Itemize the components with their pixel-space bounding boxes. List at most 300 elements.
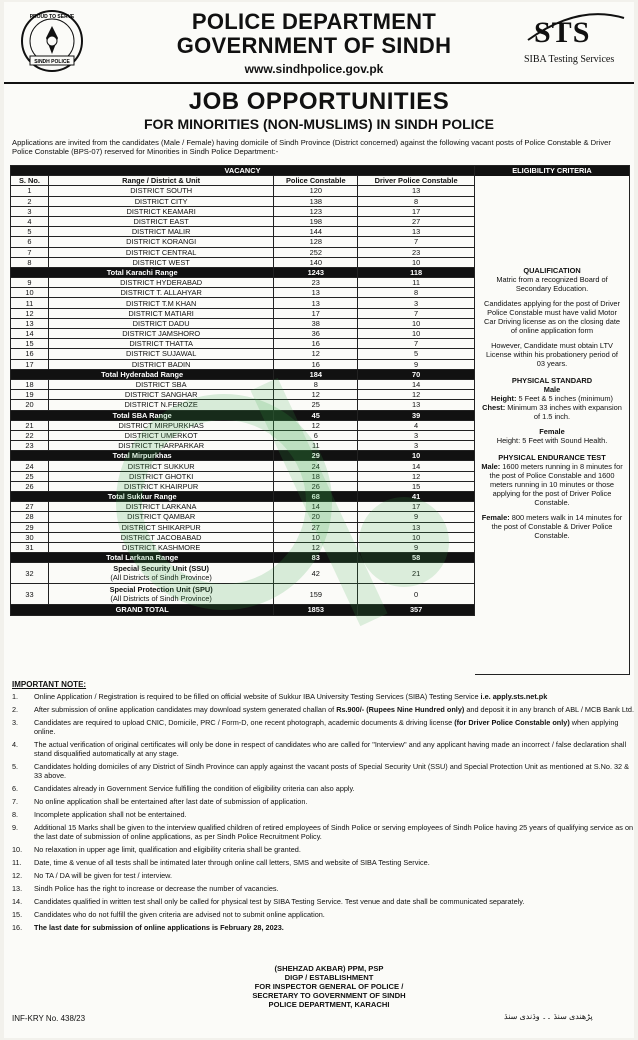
driver-constable-count: 3 xyxy=(358,298,475,308)
chest-text: Minimum 33 inches with expansion of 1.5 inch. xyxy=(507,403,622,422)
serial-number: 11 xyxy=(11,298,49,308)
column-header: Police Constable xyxy=(274,176,358,186)
police-constable-count: 159 xyxy=(274,584,358,605)
logo-bottom-text: SINDH POLICE xyxy=(34,59,70,65)
male-endurance-label: Male: xyxy=(481,462,501,472)
serial-number: 27 xyxy=(11,502,49,512)
police-constable-count: 252 xyxy=(274,247,358,257)
note-number: 4. xyxy=(12,740,19,749)
note-item xyxy=(12,823,634,841)
serial-number: 32 xyxy=(11,563,49,584)
table-row xyxy=(11,349,475,359)
note-text: Candidates already in Government Service fulfilling the condition of eligibility criteria can also apply. xyxy=(34,784,355,793)
driver-constable-count: 15 xyxy=(358,481,475,491)
police-constable-count: 16 xyxy=(274,339,358,349)
signatory-name: (SHEHZAD AKBAR) PPM, PSP xyxy=(274,964,384,973)
police-constable-total: 45 xyxy=(274,410,358,420)
table-row xyxy=(11,237,475,247)
note-text: No relaxation in upper age limit, qualification and eligibility criteria shall be granted. xyxy=(34,845,301,854)
serial-number: 31 xyxy=(11,542,49,552)
police-constable-count: 18 xyxy=(274,471,358,481)
note-number: 8. xyxy=(12,810,19,819)
note-number: 2. xyxy=(12,705,19,714)
driver-constable-total: 58 xyxy=(358,553,475,563)
district-name: DISTRICT HYDERABAD xyxy=(48,278,273,288)
driver-constable-count: 8 xyxy=(358,196,475,206)
police-constable-total: 184 xyxy=(274,369,358,379)
table-row xyxy=(11,359,475,369)
vacancy-table-body xyxy=(11,186,475,615)
table-row xyxy=(11,512,475,522)
driver-constable-count: 17 xyxy=(358,502,475,512)
district-name: DISTRICT JACOBABAD xyxy=(48,532,273,542)
table-row xyxy=(11,563,475,584)
notes-list xyxy=(12,692,634,936)
police-constable-count: 8 xyxy=(274,379,358,389)
table-row xyxy=(11,329,475,339)
unit-name: Special Security Unit (SSU) xyxy=(113,564,209,574)
driver-constable-total: 10 xyxy=(358,451,475,461)
note-text: Candidates holding domiciles of any District of Sindh Province can apply against the vacant posts of Special Security Unit (SSU) and Special Protection Unit as mentioned at S.No. 32 & 33 above. xyxy=(34,762,630,780)
serial-number: 10 xyxy=(11,288,49,298)
table-row xyxy=(11,318,475,328)
driver-constable-count: 23 xyxy=(358,247,475,257)
driver-license-text: Candidates applying for the post of Driver Police Constable must have valid Motor Car Driving license as on the closing date of online application form xyxy=(484,299,620,336)
district-name: DISTRICT QAMBAR xyxy=(48,512,273,522)
district-name: DISTRICT T.M KHAN xyxy=(48,298,273,308)
police-constable-total: 68 xyxy=(274,492,358,502)
note-item xyxy=(12,884,634,893)
serial-number: 8 xyxy=(11,257,49,267)
note-text: Additional 15 Marks shall be given to the interview qualified children of retired employees of Sindh Police or serving employees of Sindh Police having 25 years of qualifying service as on the last date of submission of online applications, as per Sindh Police Recruitment Policy. xyxy=(34,823,634,841)
police-constable-count: 10 xyxy=(274,532,358,542)
district-name: DISTRICT T. ALLAHYAR xyxy=(48,288,273,298)
table-row xyxy=(11,461,475,471)
police-constable-total: 83 xyxy=(274,553,358,563)
range-total-row xyxy=(11,605,475,615)
district-name: DISTRICT EAST xyxy=(48,216,273,226)
physical-standard-title: PHYSICAL STANDARD xyxy=(511,376,593,386)
note-text: No online application shall be entertained after last date of submission of application. xyxy=(34,797,308,806)
page-subtitle: FOR MINORITIES (NON-MUSLIMS) IN SINDH POLICE xyxy=(144,116,494,132)
range-total-row xyxy=(11,553,475,563)
table-row xyxy=(11,227,475,237)
district-name: DISTRICT WEST xyxy=(48,257,273,267)
driver-constable-count: 3 xyxy=(358,430,475,440)
total-label: GRAND TOTAL xyxy=(11,605,274,615)
department-title xyxy=(114,10,514,58)
district-name: DISTRICT SANGHAR xyxy=(48,390,273,400)
police-constable-count: 140 xyxy=(274,257,358,267)
serial-number: 9 xyxy=(11,278,49,288)
note-item xyxy=(12,692,634,701)
note-item xyxy=(12,810,634,819)
logo-top-text: PROUD TO SERVE xyxy=(29,14,75,20)
note-text: Date, time & venue of all tests shall be intimated later through online call letters, SMS and website of SIBA Testing Service. xyxy=(34,858,430,867)
driver-constable-total: 39 xyxy=(358,410,475,420)
driver-constable-count: 11 xyxy=(358,278,475,288)
signatory-line-1: DIGP / ESTABLISHMENT xyxy=(284,973,374,982)
district-name: DISTRICT CENTRAL xyxy=(48,247,273,257)
note-number: 3. xyxy=(12,718,19,727)
district-name: DISTRICT KEAMARI xyxy=(48,206,273,216)
note-item xyxy=(12,858,634,867)
note-number: 13. xyxy=(12,884,23,893)
driver-constable-count: 10 xyxy=(358,318,475,328)
district-name: DISTRICT DADU xyxy=(48,318,273,328)
page-title: JOB OPPORTUNITIES xyxy=(188,88,450,115)
police-constable-total: 1853 xyxy=(274,605,358,615)
serial-number: 24 xyxy=(11,461,49,471)
police-constable-count: 6 xyxy=(274,430,358,440)
driver-constable-count: 12 xyxy=(358,390,475,400)
note-number: 16. xyxy=(12,923,23,932)
police-constable-count: 20 xyxy=(274,512,358,522)
police-constable-count: 25 xyxy=(274,400,358,410)
total-label: Total Hyderabad Range xyxy=(11,369,274,379)
driver-constable-count: 13 xyxy=(358,186,475,196)
note-item xyxy=(12,923,634,932)
unit-scope: (All Districts of Sindh Province) xyxy=(110,594,212,604)
table-row xyxy=(11,288,475,298)
note-text: No TA / DA will be given for test / interview. xyxy=(34,871,173,880)
serial-number: 1 xyxy=(11,186,49,196)
serial-number: 7 xyxy=(11,247,49,257)
district-name: DISTRICT THATTA xyxy=(48,339,273,349)
total-label: Total Mirpurkhas xyxy=(11,451,274,461)
qualification-text: Matric from a recognized Board of Secondary Education. xyxy=(496,275,608,294)
police-constable-count: 12 xyxy=(274,349,358,359)
driver-constable-count: 21 xyxy=(358,563,475,584)
serial-number: 29 xyxy=(11,522,49,532)
unit-name: Special Protection Unit (SPU) xyxy=(109,585,213,595)
note-number: 15. xyxy=(12,910,23,919)
driver-constable-count: 7 xyxy=(358,237,475,247)
vacancy-table xyxy=(10,165,475,616)
serial-number: 19 xyxy=(11,390,49,400)
total-label: Total Sukkur Range xyxy=(11,492,274,502)
table-row xyxy=(11,379,475,389)
qualification-title: QUALIFICATION xyxy=(523,266,581,276)
range-total-row xyxy=(11,369,475,379)
district-name: DISTRICT MIRPURKHAS xyxy=(48,420,273,430)
female-height-text: Height: 5 Feet with Sound Health. xyxy=(496,436,608,446)
police-constable-total: 1243 xyxy=(274,267,358,277)
serial-number: 22 xyxy=(11,430,49,440)
district-name: DISTRICT MATIARI xyxy=(48,308,273,318)
note-text: Candidates who do not fulfill the given criteria are advised not to submit online application. xyxy=(34,910,325,919)
driver-constable-count: 12 xyxy=(358,471,475,481)
note-emphasis: i.e. apply.sts.net.pk xyxy=(480,692,548,701)
table-row xyxy=(11,430,475,440)
unit-cell xyxy=(48,563,273,584)
note-text: Online Application / Registration is required to be filled on official website of Sukkur IBA University Testing Services (SIBA) Testing Service xyxy=(34,692,481,701)
table-row xyxy=(11,400,475,410)
note-number: 10. xyxy=(12,845,23,854)
table-row xyxy=(11,584,475,605)
ltv-license-text: However, Candidate must obtain LTV License within his probationery period of 03 years. xyxy=(486,341,618,369)
police-constable-count: 12 xyxy=(274,390,358,400)
header-divider xyxy=(4,82,634,84)
driver-constable-count: 13 xyxy=(358,400,475,410)
table-row xyxy=(11,196,475,206)
sts-name: SIBA Testing Services xyxy=(524,54,615,65)
district-name: DISTRICT SBA xyxy=(48,379,273,389)
range-total-row xyxy=(11,451,475,461)
driver-constable-total: 118 xyxy=(358,267,475,277)
district-name: DISTRICT LARKANA xyxy=(48,502,273,512)
table-row xyxy=(11,308,475,318)
table-row xyxy=(11,339,475,349)
driver-constable-total: 70 xyxy=(358,369,475,379)
note-number: 12. xyxy=(12,871,23,880)
sts-logo xyxy=(518,16,628,72)
table-row xyxy=(11,481,475,491)
police-constable-count: 26 xyxy=(274,481,358,491)
serial-number: 2 xyxy=(11,196,49,206)
district-name: DISTRICT N.FEROZE xyxy=(48,400,273,410)
serial-number: 18 xyxy=(11,379,49,389)
police-constable-count: 198 xyxy=(274,216,358,226)
table-row xyxy=(11,471,475,481)
note-text: The actual verification of original certificates will only be done in respect of candidates who are called for "Interview" and any applicant having made an incorrect / false declaration shall stand disqualified automatically at any stage. xyxy=(34,740,627,758)
signatory-line-4: POLICE DEPARTMENT, KARACHI xyxy=(268,1000,390,1009)
police-constable-count: 120 xyxy=(274,186,358,196)
vacancy-header: VACANCY xyxy=(11,166,475,176)
serial-number: 14 xyxy=(11,329,49,339)
note-number: 5. xyxy=(12,762,19,771)
police-constable-count: 36 xyxy=(274,329,358,339)
police-constable-count: 11 xyxy=(274,441,358,451)
note-text-continued: and deposit it in any branch of ABL / MCB Bank Ltd. xyxy=(464,705,634,714)
table-row xyxy=(11,532,475,542)
note-number: 11. xyxy=(12,858,22,867)
police-constable-count: 13 xyxy=(274,288,358,298)
police-constable-count: 14 xyxy=(274,502,358,512)
driver-constable-count: 14 xyxy=(358,461,475,471)
district-name: DISTRICT SOUTH xyxy=(48,186,273,196)
driver-constable-count: 13 xyxy=(358,227,475,237)
reference-number: INF-KRY No. 438/23 xyxy=(12,1014,86,1023)
serial-number: 26 xyxy=(11,481,49,491)
female-label: Female xyxy=(539,427,565,437)
table-row xyxy=(11,522,475,532)
serial-number: 16 xyxy=(11,349,49,359)
police-constable-count: 12 xyxy=(274,542,358,552)
range-total-row xyxy=(11,267,475,277)
unit-cell xyxy=(48,584,273,605)
driver-constable-count: 7 xyxy=(358,308,475,318)
table-row xyxy=(11,278,475,288)
table-row xyxy=(11,257,475,267)
driver-constable-count: 10 xyxy=(358,329,475,339)
district-name: DISTRICT KORANGI xyxy=(48,237,273,247)
note-emphasis: (for Driver Police Constable only) xyxy=(454,718,570,727)
signatory-line-2: FOR INSPECTOR GENERAL OF POLICE / xyxy=(254,982,404,991)
serial-number: 21 xyxy=(11,420,49,430)
advertisement-page xyxy=(4,2,634,1038)
serial-number: 6 xyxy=(11,237,49,247)
note-text: Sindh Police has the right to increase or decrease the number of vacancies. xyxy=(34,884,279,893)
total-label: Total SBA Range xyxy=(11,410,274,420)
slogan-text: پڑھندی سنڌ ۔۔ وڌندی سنڌ xyxy=(504,1012,593,1021)
note-text: Candidates are required to upload CNIC, Domicile, PRC / Form-D, one recent photograph, academic documents & driving license xyxy=(34,718,455,727)
signature-block xyxy=(164,964,494,1009)
driver-constable-count: 8 xyxy=(358,288,475,298)
driver-constable-total: 357 xyxy=(358,605,475,615)
serial-number: 12 xyxy=(11,308,49,318)
table-row xyxy=(11,186,475,196)
district-name: DISTRICT SUJAWAL xyxy=(48,349,273,359)
column-header: Driver Police Constable xyxy=(358,176,475,186)
table-row xyxy=(11,441,475,451)
police-constable-count: 23 xyxy=(274,278,358,288)
police-constable-count: 27 xyxy=(274,522,358,532)
signatory-line-3: SECRETARY TO GOVERNMENT OF SINDH xyxy=(252,991,406,1000)
table-row xyxy=(11,502,475,512)
title-line-1: POLICE DEPARTMENT xyxy=(191,9,437,34)
range-total-row xyxy=(11,492,475,502)
note-number: 14. xyxy=(12,897,23,906)
endurance-title: PHYSICAL ENDURANCE TEST xyxy=(498,453,606,463)
sindh-police-emblem-icon xyxy=(18,8,86,74)
driver-constable-count: 27 xyxy=(358,216,475,226)
serial-number: 15 xyxy=(11,339,49,349)
police-constable-count: 17 xyxy=(274,308,358,318)
district-name: DISTRICT THARPARKAR xyxy=(48,441,273,451)
note-item xyxy=(12,762,634,780)
note-text: Incomplete application shall not be entertained. xyxy=(34,810,187,819)
female-endurance-label: Female: xyxy=(481,513,510,523)
table-row xyxy=(11,206,475,216)
range-total-row xyxy=(11,410,475,420)
male-label: Male xyxy=(543,385,561,395)
police-constable-count: 13 xyxy=(274,298,358,308)
district-name: DISTRICT KASHMORE xyxy=(48,542,273,552)
driver-constable-count: 7 xyxy=(358,339,475,349)
driver-constable-count: 9 xyxy=(358,542,475,552)
note-text-continued: when applying online. xyxy=(34,718,619,736)
serial-number: 13 xyxy=(11,318,49,328)
eligibility-panel xyxy=(475,165,630,675)
note-number: 7. xyxy=(12,797,19,806)
note-item xyxy=(12,705,634,714)
district-name: DISTRICT KHAIRPUR xyxy=(48,481,273,491)
website-link[interactable]: www.sindhpolice.gov.pk xyxy=(244,62,384,76)
serial-number: 25 xyxy=(11,471,49,481)
driver-constable-count: 14 xyxy=(358,379,475,389)
driver-constable-count: 9 xyxy=(358,512,475,522)
driver-constable-total: 41 xyxy=(358,492,475,502)
chest-label: Chest: xyxy=(482,403,506,413)
serial-number: 28 xyxy=(11,512,49,522)
table-row xyxy=(11,420,475,430)
district-name: DISTRICT MALIR xyxy=(48,227,273,237)
note-item xyxy=(12,784,634,793)
note-item xyxy=(12,897,634,906)
note-item xyxy=(12,845,634,854)
total-label: Total Karachi Range xyxy=(11,267,274,277)
serial-number: 23 xyxy=(11,441,49,451)
total-label: Total Larkana Range xyxy=(11,553,274,563)
police-constable-count: 38 xyxy=(274,318,358,328)
note-text: After submission of online application candidates may download system generated challan of xyxy=(34,705,337,714)
police-constable-count: 12 xyxy=(274,420,358,430)
table-row xyxy=(11,390,475,400)
note-item xyxy=(12,740,634,758)
table-row xyxy=(11,247,475,257)
police-constable-count: 138 xyxy=(274,196,358,206)
driver-constable-count: 3 xyxy=(358,441,475,451)
note-item xyxy=(12,718,634,736)
district-name: DISTRICT GHOTKI xyxy=(48,471,273,481)
district-name: DISTRICT SUKKUR xyxy=(48,461,273,471)
district-name: DISTRICT SHIKARPUR xyxy=(48,522,273,532)
district-name: DISTRICT JAMSHORO xyxy=(48,329,273,339)
eligibility-header: ELIGIBILITY CRITERIA xyxy=(475,166,629,176)
driver-constable-count: 10 xyxy=(358,257,475,267)
driver-constable-count: 4 xyxy=(358,420,475,430)
police-constable-count: 24 xyxy=(274,461,358,471)
column-header: Range / District & Unit xyxy=(48,176,273,186)
table-row xyxy=(11,216,475,226)
police-constable-count: 123 xyxy=(274,206,358,216)
police-constable-count: 42 xyxy=(274,563,358,584)
height-label: Height: xyxy=(491,394,517,404)
note-emphasis: Rs.900/- (Rupees Nine Hundred only) xyxy=(336,705,465,714)
district-name: DISTRICT UMERKOT xyxy=(48,430,273,440)
table-row xyxy=(11,542,475,552)
table-row xyxy=(11,298,475,308)
driver-constable-count: 13 xyxy=(358,522,475,532)
driver-constable-count: 9 xyxy=(358,359,475,369)
note-text: Candidates qualified in written test shall only be called for physical test by SIBA Testing Service. Test venue and date shall be communicated separately. xyxy=(34,897,525,906)
district-name: DISTRICT CITY xyxy=(48,196,273,206)
serial-number: 30 xyxy=(11,532,49,542)
sts-logo-text: STS xyxy=(534,16,591,49)
unit-scope: (All Districts of Sindh Province) xyxy=(110,573,212,583)
note-number: 6. xyxy=(12,784,19,793)
note-item xyxy=(12,871,634,880)
serial-number: 5 xyxy=(11,227,49,237)
police-constable-count: 144 xyxy=(274,227,358,237)
column-header: S. No. xyxy=(11,176,49,186)
height-text: 5 Feet & 5 inches (minimum) xyxy=(518,394,613,404)
title-line-2: GOVERNMENT OF SINDH xyxy=(176,33,452,58)
police-constable-total: 29 xyxy=(274,451,358,461)
male-endurance-text: 1600 meters running in 8 minutes for the post of Police Constable and 1600 meters running in 10 minutes or those applying for the post of Driver Police Constable. xyxy=(489,462,623,508)
serial-number: 3 xyxy=(11,206,49,216)
note-emphasis: The last date for submission of online applications is February 28, 2023. xyxy=(34,923,284,932)
driver-constable-count: 0 xyxy=(358,584,475,605)
serial-number: 17 xyxy=(11,359,49,369)
driver-constable-count: 5 xyxy=(358,349,475,359)
note-item xyxy=(12,797,634,806)
police-constable-count: 16 xyxy=(274,359,358,369)
female-endurance-text: 800 meters walk in 14 minutes for the post of Constable & Driver Police Constable. xyxy=(491,513,623,541)
serial-number: 4 xyxy=(11,216,49,226)
driver-constable-count: 10 xyxy=(358,532,475,542)
note-number: 1. xyxy=(12,692,19,701)
header xyxy=(4,2,634,82)
serial-number: 33 xyxy=(11,584,49,605)
driver-constable-count: 17 xyxy=(358,206,475,216)
note-number: 9. xyxy=(12,823,19,832)
district-name: DISTRICT BADIN xyxy=(48,359,273,369)
police-constable-count: 128 xyxy=(274,237,358,247)
note-item xyxy=(12,910,634,919)
serial-number: 20 xyxy=(11,400,49,410)
